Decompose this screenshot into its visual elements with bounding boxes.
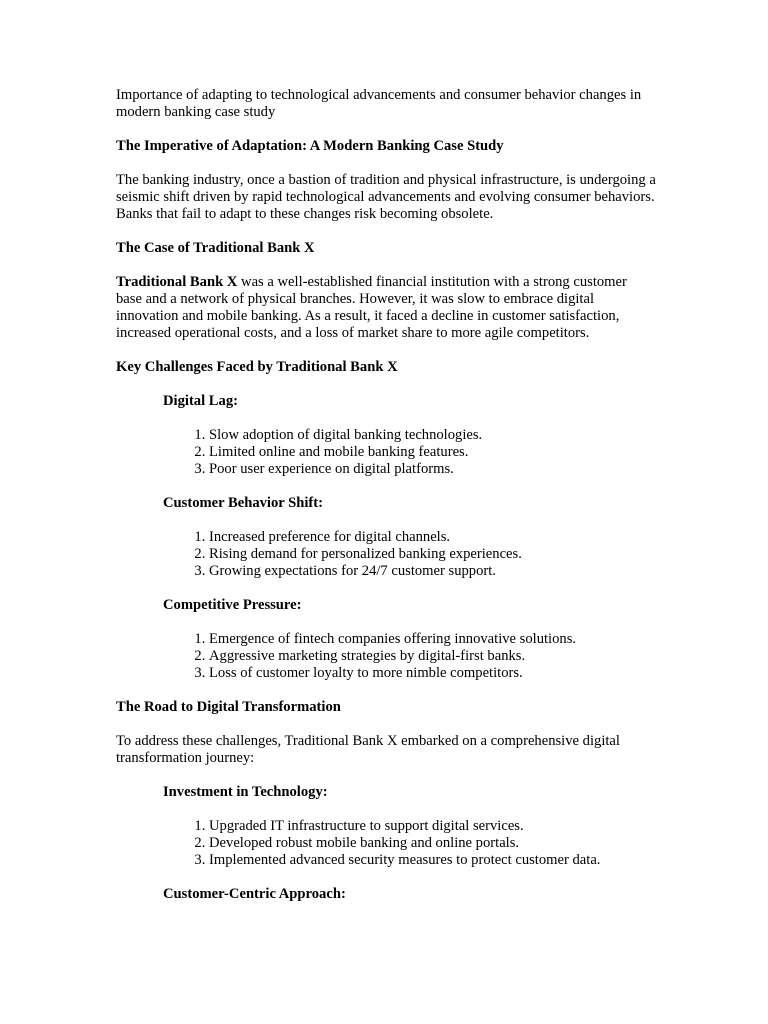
list-item: 2. Rising demand for personalized banking experiences.: [209, 546, 656, 563]
challenge-list: [163, 427, 656, 478]
challenge-list: [163, 631, 656, 682]
list-item: 3. Growing expectations for 24/7 customer support.: [209, 563, 656, 580]
challenge-section-customer-behavior: [163, 495, 656, 580]
transformation-title: Investment in Technology:: [163, 784, 328, 800]
list-item: 3. Implemented advanced security measures to protect customer data.: [209, 852, 656, 869]
road-heading: The Road to Digital Transformation: [116, 699, 341, 715]
transformation-section-technology: [163, 784, 656, 869]
list-item: 1. Upgraded IT infrastructure to support digital services.: [209, 818, 656, 835]
road-paragraph: To address these challenges, Traditional Bank X embarked on a comprehensive digital transformation journey:: [116, 733, 620, 766]
transformation-list: [163, 818, 656, 869]
case-bold-lead: Traditional Bank X: [116, 274, 238, 290]
document-page: [116, 87, 656, 920]
intro-title: Importance of adapting to technological advancements and consumer behavior changes in modern banking case study: [116, 87, 642, 120]
list-item: 1. Slow adoption of digital banking technologies.: [209, 427, 656, 444]
transformation-section-customer-centric: [163, 886, 656, 903]
intro-paragraph: The banking industry, once a bastion of tradition and physical infrastructure, is undergoing a seismic shift driven by rapid technological advancements and evolving consumer behaviors. Banks that fail to adapt to these changes risk becoming obsolete.: [116, 172, 656, 222]
challenge-title: Customer Behavior Shift:: [163, 495, 323, 511]
challenge-section-competitive-pressure: [163, 597, 656, 682]
list-item: 2. Developed robust mobile banking and online portals.: [209, 835, 656, 852]
transformation-title: Customer-Centric Approach:: [163, 886, 346, 902]
challenge-title: Digital Lag:: [163, 393, 238, 409]
case-paragraph-rest: was a well-established financial institution with a strong customer base and a network of physical branches. However, it was slow to embrace digital innovation and mobile banking. As a result, it faced a decline in customer satisfaction, increased operational costs, and a loss of market share to more agile competitors.: [116, 274, 627, 341]
list-item: 1. Emergence of fintech companies offering innovative solutions.: [209, 631, 656, 648]
list-item: 2. Limited online and mobile banking features.: [209, 444, 656, 461]
list-item: 3. Loss of customer loyalty to more nimble competitors.: [209, 665, 656, 682]
list-item: 1. Increased preference for digital channels.: [209, 529, 656, 546]
main-heading: The Imperative of Adaptation: A Modern Banking Case Study: [116, 138, 504, 154]
challenge-list: [163, 529, 656, 580]
challenge-section-digital-lag: [163, 393, 656, 478]
challenges-heading: Key Challenges Faced by Traditional Bank X: [116, 359, 398, 375]
case-heading: The Case of Traditional Bank X: [116, 240, 315, 256]
case-paragraph: [116, 274, 656, 342]
list-item: 3. Poor user experience on digital platforms.: [209, 461, 656, 478]
challenge-title: Competitive Pressure:: [163, 597, 302, 613]
list-item: 2. Aggressive marketing strategies by digital-first banks.: [209, 648, 656, 665]
